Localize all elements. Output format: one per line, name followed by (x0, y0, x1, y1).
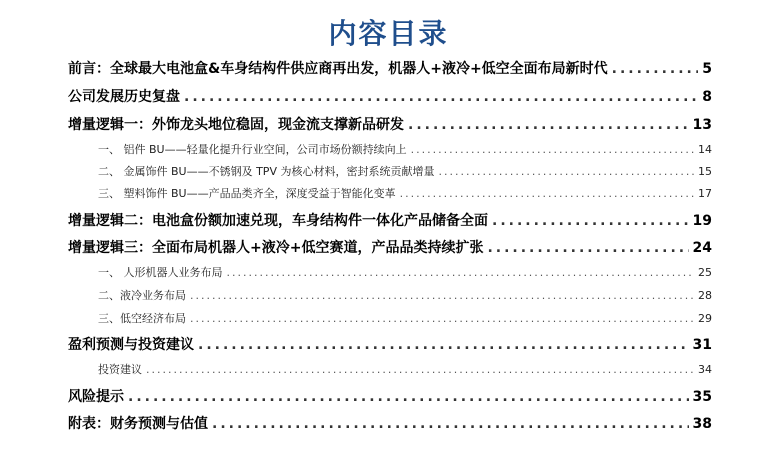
toc-entry-forecast[interactable] (68, 334, 712, 354)
toc-entry-low-altitude[interactable] (68, 310, 712, 326)
toc-entry-page: 13 (692, 117, 712, 133)
toc-entry-plastic-trim-bu[interactable] (68, 185, 712, 201)
toc-entry-label: 投资建议 (98, 363, 142, 376)
toc-leader-dots (190, 312, 694, 325)
toc-entry-page: 25 (698, 266, 712, 279)
toc-entry-label: 盈利预测与投资建议 (68, 337, 194, 353)
toc-entry-risk[interactable] (68, 386, 712, 406)
toc-entry-preface[interactable] (68, 58, 712, 78)
toc-leader-dots (128, 389, 689, 405)
toc-leader-dots (212, 416, 689, 432)
toc-entry-label: 一、 人形机器人业务布局 (98, 266, 223, 279)
toc-entry-page: 31 (692, 337, 712, 353)
toc-entry-page: 19 (692, 213, 712, 229)
toc-entry-page: 35 (692, 389, 712, 405)
toc-entry-label: 一、 铝件 BU——轻量化提升行业空间，公司市场份额持续向上 (98, 143, 407, 156)
toc-entry-page: 24 (692, 240, 712, 256)
toc-entry-logic-1[interactable] (68, 114, 712, 134)
toc-leader-dots (190, 289, 694, 302)
toc-entry-label: 公司发展历史复盘 (68, 89, 180, 105)
toc-leader-dots (400, 187, 694, 200)
toc-leader-dots (198, 337, 689, 353)
toc-entry-investment-advice[interactable] (68, 361, 712, 377)
toc-entry-page: 17 (698, 187, 712, 200)
toc-entry-label: 增量逻辑一：外饰龙头地位稳固，现金流支撑新品研发 (68, 117, 404, 133)
page-title: 内容目录 (328, 17, 449, 50)
toc-entry-label: 二、液冷业务布局 (98, 289, 186, 302)
toc-entry-label: 前言：全球最大电池盒&车身结构件供应商再出发，机器人+液冷+低空全面布局新时代 (68, 61, 608, 77)
toc-entry-page: 8 (702, 89, 712, 105)
toc-entry-aluminum-bu[interactable] (68, 141, 712, 157)
toc-leader-dots (411, 143, 694, 156)
toc-entry-label: 三、低空经济布局 (98, 312, 186, 325)
toc-leader-dots (492, 213, 689, 229)
toc-leader-dots (438, 165, 694, 178)
toc-entry-logic-2[interactable] (68, 210, 712, 230)
toc-entry-page: 14 (698, 143, 712, 156)
toc-entry-liquid-cooling[interactable] (68, 287, 712, 303)
toc-entry-metal-trim-bu[interactable] (68, 163, 712, 179)
toc-entry-label: 增量逻辑三：全面布局机器人+液冷+低空赛道，产品品类持续扩张 (68, 240, 484, 256)
toc-entry-humanoid-robot[interactable] (68, 264, 712, 280)
toc-entry-page: 15 (698, 165, 712, 178)
toc-entry-label: 增量逻辑二：电池盒份额加速兑现，车身结构件一体化产品储备全面 (68, 213, 488, 229)
toc-leader-dots (146, 363, 694, 376)
toc-entry-logic-3[interactable] (68, 237, 712, 257)
toc-entry-page: 38 (692, 416, 712, 432)
toc-leader-dots (612, 61, 699, 77)
toc-entry-page: 29 (698, 312, 712, 325)
toc-leader-dots (408, 117, 689, 133)
toc-leader-dots (184, 89, 698, 105)
toc-entry-page: 5 (702, 61, 712, 77)
toc-entry-label: 三、 塑料饰件 BU——产品品类齐全，深度受益于智能化变革 (98, 187, 396, 200)
toc-entry-page: 34 (698, 363, 712, 376)
toc-entry-page: 28 (698, 289, 712, 302)
toc-entry-appendix[interactable] (68, 413, 712, 433)
toc-entry-label: 附表：财务预测与估值 (68, 416, 208, 432)
toc-leader-dots (227, 266, 695, 279)
toc-entry-label: 二、 金属饰件 BU——不锈钢及 TPV 为核心材料，密封系统贡献增量 (98, 165, 435, 178)
toc-entry-history[interactable] (68, 86, 712, 106)
toc-leader-dots (487, 240, 688, 256)
toc-entry-label: 风险提示 (68, 389, 124, 405)
